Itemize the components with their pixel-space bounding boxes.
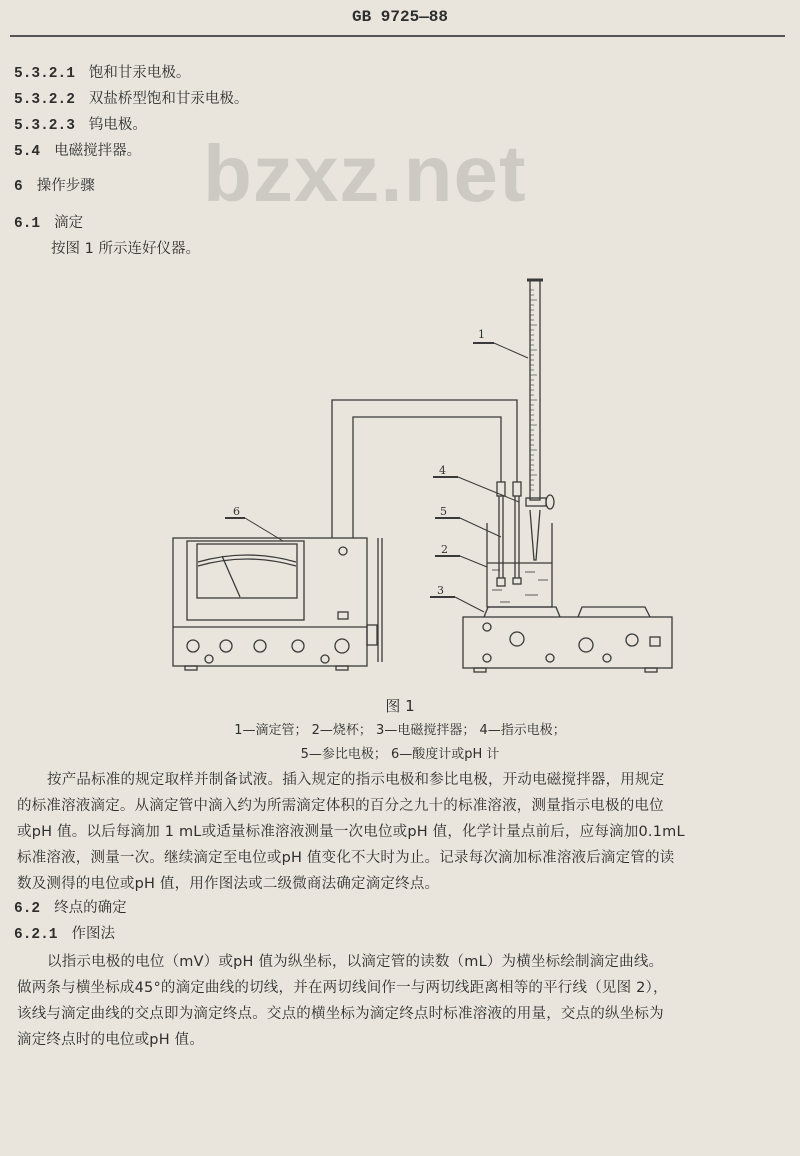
item-number: 5.3.2.2 xyxy=(14,92,75,108)
item-text: 饱和甘汞电极。 xyxy=(88,65,191,81)
cable-outer xyxy=(332,400,517,538)
document-header: GB 9725—88 xyxy=(351,8,448,26)
paragraph-line: 或pH 值。以后每滴加 1 mL或适量标准溶液测量一次电位或pH 值，化学计量点前后，应每滴加0.1mL xyxy=(17,824,685,840)
section-title: 作图法 xyxy=(71,926,116,942)
paragraph-line: 做两条与横坐标成45°的滴定曲线的切线，并在两切线间作一与两切线距离相等的平行线（见图 2）， xyxy=(17,980,668,996)
section-6-2-heading xyxy=(14,898,127,919)
item-number: 5.4 xyxy=(14,144,41,160)
figure-caption-line-1: 1—滴定管； 2—烧杯； 3—电磁搅拌器； 4—指示电极； xyxy=(234,723,566,738)
item-number: 5.3.2.3 xyxy=(14,118,75,134)
item-number: 5.3.2.1 xyxy=(14,66,75,82)
item-text: 电磁搅拌器。 xyxy=(54,143,142,159)
figure-title: 图 1 xyxy=(385,697,415,715)
paragraph-line: 以指示电极的电位（mV）或pH 值为纵坐标，以滴定管的读数（mL）为横坐标绘制滴定曲线。 xyxy=(47,954,664,970)
paragraph-line: 按产品标准的规定取样并制备试液。插入规定的指示电极和参比电极，开动电磁搅拌器，用规定 xyxy=(47,772,665,788)
section-6-2-1-heading xyxy=(14,924,115,945)
label-6: 6 xyxy=(233,505,240,518)
leader-lines xyxy=(225,343,528,612)
paragraph-line: 数及测得的电位或pH 值，用作图法或二级微商法确定滴定终点。 xyxy=(17,876,440,892)
section-number: 6.1 xyxy=(14,216,41,232)
label-1: 1 xyxy=(478,328,485,341)
section-number: 6.2.1 xyxy=(14,927,58,943)
section-title: 操作步骤 xyxy=(36,178,95,194)
figure-caption-line-2: 5—参比电极； 6—酸度计或pH 计 xyxy=(300,747,500,762)
paragraph-line: 的标准溶液滴定。从滴定管中滴入约为所需滴定体积的百分之九十的标准溶液，测量指示电极的电位 xyxy=(17,798,664,814)
item-text: 双盐桥型饱和甘汞电极。 xyxy=(88,91,249,107)
paragraph-line: 该线与滴定曲线的交点即为滴定终点。交点的横坐标为滴定终点时标准溶液的用量，交点的纵坐标为 xyxy=(17,1006,664,1022)
watermark: bzxz.net xyxy=(203,129,527,218)
section-number: 6.2 xyxy=(14,901,41,917)
magnetic-stirrer xyxy=(463,607,672,672)
label-3: 3 xyxy=(437,584,444,597)
paragraph-line: 滴定终点时的电位或pH 值。 xyxy=(17,1032,205,1048)
label-5: 5 xyxy=(440,505,447,518)
cable-inner xyxy=(353,417,501,538)
section-number: 6 xyxy=(14,179,23,195)
section-6-1-text: 按图 1 所示连好仪器。 xyxy=(51,241,200,257)
label-2: 2 xyxy=(441,543,448,556)
ph-meter xyxy=(173,538,382,670)
item-text: 钨电极。 xyxy=(88,117,147,133)
section-title: 滴定 xyxy=(54,215,84,231)
label-4: 4 xyxy=(439,464,446,477)
section-title: 终点的确定 xyxy=(54,900,127,916)
paragraph-line: 标准溶液，测量一次。继续滴定至电位或pH 值变化不大时为止。记录每次滴加标准溶液后滴定管的读 xyxy=(17,850,675,866)
